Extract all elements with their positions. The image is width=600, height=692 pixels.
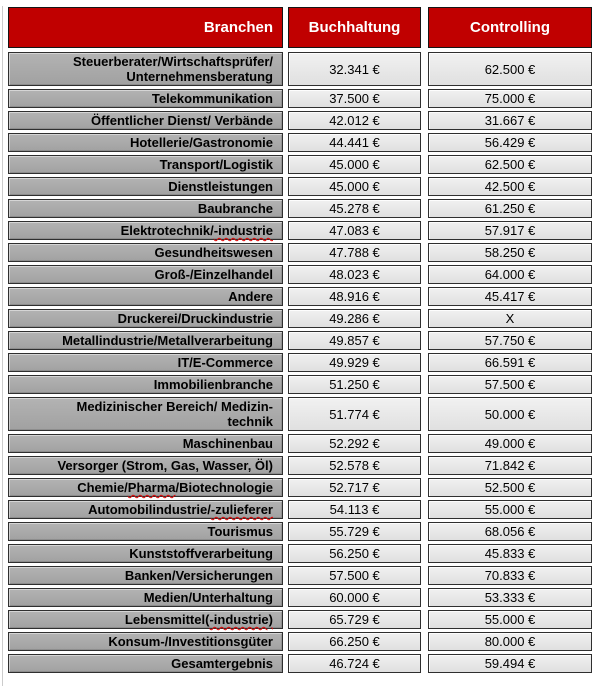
- controlling-cell: 62.500 €: [428, 52, 592, 86]
- controlling-cell: 68.056 €: [428, 522, 592, 541]
- buchhaltung-cell: 44.441 €: [288, 133, 421, 152]
- table-row: [8, 265, 592, 284]
- buchhaltung-cell: 55.729 €: [288, 522, 421, 541]
- table-row: [8, 522, 592, 541]
- branche-label: Chemie/Pharma/Biotechnologie: [77, 480, 273, 495]
- branche-label: Baubranche: [197, 201, 273, 216]
- controlling-cell: 57.917 €: [428, 221, 592, 240]
- branche-label: Versorger (Strom, Gas, Wasser, Öl): [57, 458, 273, 473]
- buchhaltung-cell: 51.250 €: [288, 375, 421, 394]
- branche-cell: [8, 331, 283, 350]
- buchhaltung-cell: 47.788 €: [288, 243, 421, 262]
- header-controlling-label: Controlling: [470, 19, 550, 36]
- table-row: [8, 133, 592, 152]
- header-branchen-label: Branchen: [203, 19, 273, 36]
- branche-label: Gesundheitswesen: [154, 245, 273, 260]
- buchhaltung-cell: 52.292 €: [288, 434, 421, 453]
- branche-label: Lebensmittel(-industrie): [124, 612, 273, 627]
- controlling-cell: 42.500 €: [428, 177, 592, 196]
- controlling-cell: 49.000 €: [428, 434, 592, 453]
- buchhaltung-cell: 52.717 €: [288, 478, 421, 497]
- branche-label: Druckerei/Druckindustrie: [117, 311, 273, 326]
- branche-cell: [8, 632, 283, 651]
- branche-label: IT/E-Commerce: [177, 355, 273, 370]
- controlling-cell: 66.591 €: [428, 353, 592, 372]
- branche-cell: [8, 155, 283, 174]
- branche-label: Hotellerie/Gastronomie: [129, 135, 273, 150]
- table-row: [8, 52, 592, 86]
- branche-cell: [8, 309, 283, 328]
- buchhaltung-cell: 45.000 €: [288, 177, 421, 196]
- spellcheck-underline: Pharma: [127, 480, 176, 495]
- branche-cell: [8, 375, 283, 394]
- controlling-cell: 59.494 €: [428, 654, 592, 673]
- branche-cell: [8, 588, 283, 607]
- controlling-cell: 45.833 €: [428, 544, 592, 563]
- buchhaltung-cell: 47.083 €: [288, 221, 421, 240]
- table-body: [8, 52, 592, 673]
- table-row: [8, 177, 592, 196]
- buchhaltung-cell: 45.000 €: [288, 155, 421, 174]
- branche-cell: [8, 199, 283, 218]
- branche-label: Immobilienbranche: [153, 377, 273, 392]
- table-row: [8, 221, 592, 240]
- table-header-row: [8, 7, 592, 48]
- buchhaltung-cell: 49.286 €: [288, 309, 421, 328]
- branche-label: Medizinischer Bereich/ Medizin- technik: [76, 399, 273, 429]
- buchhaltung-cell: 54.113 €: [288, 500, 421, 519]
- branche-cell: [8, 566, 283, 585]
- branche-label: Elektrotechnik/-industrie: [120, 223, 273, 238]
- table-row: [8, 287, 592, 306]
- branche-label: Telekommunikation: [151, 91, 273, 106]
- spellcheck-underline: -industrie): [209, 612, 273, 627]
- buchhaltung-cell: 45.278 €: [288, 199, 421, 218]
- table-row: [8, 375, 592, 394]
- branche-label: Öffentlicher Dienst/ Verbände: [90, 113, 273, 128]
- buchhaltung-cell: 46.724 €: [288, 654, 421, 673]
- branche-cell: [8, 610, 283, 629]
- branche-cell: [8, 353, 283, 372]
- buchhaltung-cell: 32.341 €: [288, 52, 421, 86]
- branche-cell: [8, 500, 283, 519]
- controlling-cell: 64.000 €: [428, 265, 592, 284]
- controlling-cell: 45.417 €: [428, 287, 592, 306]
- branche-cell: [8, 111, 283, 130]
- controlling-cell: 62.500 €: [428, 155, 592, 174]
- table-row: [8, 155, 592, 174]
- table-row: [8, 199, 592, 218]
- header-buchhaltung-label: Buchhaltung: [308, 19, 401, 36]
- branche-label: Gesamtergebnis: [171, 656, 273, 671]
- buchhaltung-cell: 51.774 €: [288, 397, 421, 431]
- branche-label: Tourismus: [207, 524, 273, 539]
- branche-cell: [8, 221, 283, 240]
- controlling-cell: 55.000 €: [428, 500, 592, 519]
- buchhaltung-cell: 48.916 €: [288, 287, 421, 306]
- controlling-cell: 58.250 €: [428, 243, 592, 262]
- branche-label: Maschinenbau: [182, 436, 273, 451]
- spellcheck-underline: -industrie: [213, 223, 273, 238]
- branche-cell: [8, 243, 283, 262]
- table-row: [8, 588, 592, 607]
- branche-cell: [8, 478, 283, 497]
- buchhaltung-cell: 56.250 €: [288, 544, 421, 563]
- table-row: [8, 456, 592, 475]
- spellcheck-underline: -zulieferer: [210, 502, 273, 517]
- branche-cell: [8, 265, 283, 284]
- controlling-cell: 53.333 €: [428, 588, 592, 607]
- branche-cell: [8, 89, 283, 108]
- table-row: [8, 353, 592, 372]
- branche-cell: [8, 52, 283, 86]
- branche-cell: [8, 654, 283, 673]
- controlling-cell: 80.000 €: [428, 632, 592, 651]
- controlling-cell: 71.842 €: [428, 456, 592, 475]
- branche-label: Steuerberater/Wirtschaftsprüfer/ Unternehmensberatung: [73, 54, 273, 84]
- table-row: [8, 566, 592, 585]
- buchhaltung-cell: 42.012 €: [288, 111, 421, 130]
- table-row: [8, 478, 592, 497]
- header-controlling: [428, 7, 592, 48]
- controlling-cell: 57.750 €: [428, 331, 592, 350]
- buchhaltung-cell: 49.929 €: [288, 353, 421, 372]
- table-row: [8, 309, 592, 328]
- branche-cell: [8, 177, 283, 196]
- branche-cell: [8, 133, 283, 152]
- branche-label: Andere: [228, 289, 273, 304]
- controlling-cell: 61.250 €: [428, 199, 592, 218]
- branche-label: Groß-/Einzelhandel: [154, 267, 273, 282]
- branche-label: Konsum-/Investitionsgüter: [108, 634, 273, 649]
- branche-label: Dienstleistungen: [168, 179, 273, 194]
- buchhaltung-cell: 66.250 €: [288, 632, 421, 651]
- controlling-cell: 50.000 €: [428, 397, 592, 431]
- table-row: [8, 632, 592, 651]
- buchhaltung-cell: 60.000 €: [288, 588, 421, 607]
- branche-label: Automobilindustrie/-zulieferer: [88, 502, 273, 517]
- table-row: [8, 111, 592, 130]
- branche-cell: [8, 456, 283, 475]
- branche-label: Banken/Versicherungen: [124, 568, 273, 583]
- buchhaltung-cell: 49.857 €: [288, 331, 421, 350]
- branche-cell: [8, 522, 283, 541]
- buchhaltung-cell: 57.500 €: [288, 566, 421, 585]
- controlling-cell: 52.500 €: [428, 478, 592, 497]
- branche-label: Medien/Unterhaltung: [143, 590, 273, 605]
- controlling-cell: 56.429 €: [428, 133, 592, 152]
- branche-label: Kunststoffverarbeitung: [129, 546, 273, 561]
- branche-cell: [8, 544, 283, 563]
- table-row: [8, 500, 592, 519]
- buchhaltung-cell: 37.500 €: [288, 89, 421, 108]
- header-branchen: [8, 7, 283, 48]
- controlling-cell: X: [428, 309, 592, 328]
- table-row: [8, 331, 592, 350]
- buchhaltung-cell: 48.023 €: [288, 265, 421, 284]
- header-buchhaltung: [288, 7, 421, 48]
- table-row: [8, 434, 592, 453]
- branche-cell: [8, 434, 283, 453]
- controlling-cell: 57.500 €: [428, 375, 592, 394]
- branche-label: Metallindustrie/Metallverarbeitung: [62, 333, 273, 348]
- buchhaltung-cell: 52.578 €: [288, 456, 421, 475]
- branche-cell: [8, 287, 283, 306]
- buchhaltung-cell: 65.729 €: [288, 610, 421, 629]
- controlling-cell: 70.833 €: [428, 566, 592, 585]
- table-row: [8, 544, 592, 563]
- table-row: [8, 89, 592, 108]
- controlling-cell: 75.000 €: [428, 89, 592, 108]
- table-row: [8, 610, 592, 629]
- table-row: [8, 654, 592, 673]
- left-frame-line: [2, 6, 3, 686]
- branche-label: Transport/Logistik: [159, 157, 273, 172]
- controlling-cell: 55.000 €: [428, 610, 592, 629]
- table-row: [8, 243, 592, 262]
- controlling-cell: 31.667 €: [428, 111, 592, 130]
- branche-cell: [8, 397, 283, 431]
- table-row: [8, 397, 592, 431]
